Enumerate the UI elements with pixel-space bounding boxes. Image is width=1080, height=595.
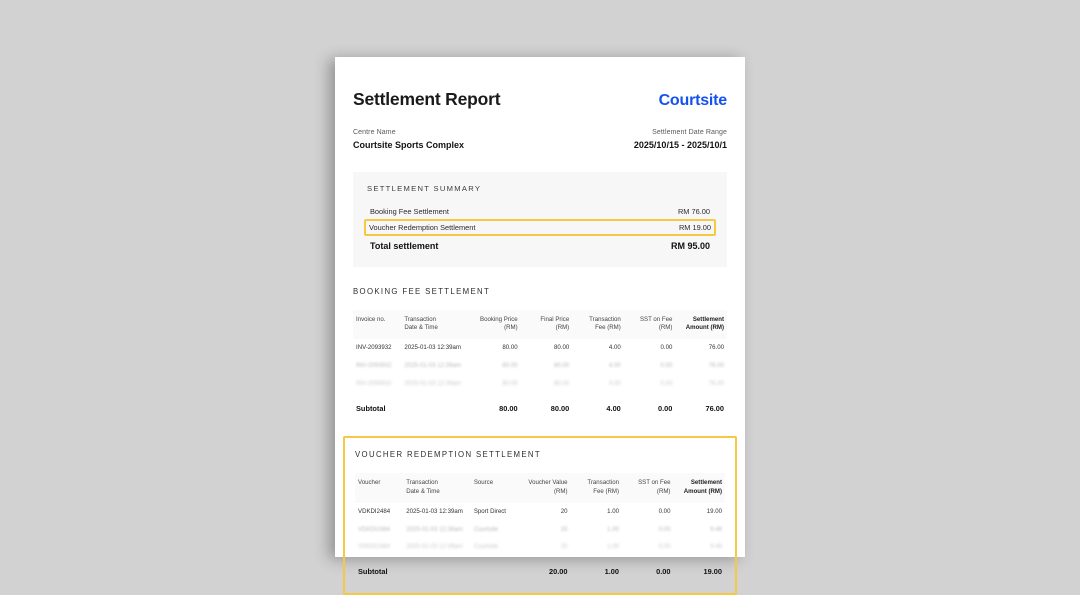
header-line-2: (RM)	[656, 487, 671, 495]
voucher-redemption-settlement-table	[355, 473, 725, 579]
table-header-row	[353, 310, 727, 340]
date-range-block	[634, 129, 727, 150]
table-row	[353, 339, 727, 357]
header-line-2: Date & Time	[404, 324, 438, 332]
column-header-booking-price	[469, 310, 521, 340]
cell-invoice: INV-2093932	[356, 344, 392, 352]
courtsite-logo: Courtsite	[658, 92, 727, 109]
centre-name-block	[353, 129, 464, 150]
cell-invoice: INV-2093932	[356, 362, 392, 370]
subtotal-spacer-2	[471, 556, 519, 579]
header-line-1: Final Price	[540, 315, 570, 323]
cell-source: Courtsite	[473, 525, 499, 533]
cell-source: Sport Direct	[473, 507, 506, 515]
column-header-invoice	[353, 310, 401, 340]
summary-line-label: Booking Fee Settlement	[370, 206, 449, 216]
cell-datetime: 2025-01-03 12:39am	[404, 380, 461, 387]
table-row	[355, 521, 725, 539]
subtotal-booking-price: 80.00	[499, 403, 518, 413]
subtotal-voucher-value: 20.00	[549, 567, 568, 577]
subtotal-spacer	[403, 556, 471, 579]
cell-final-price: 80.00	[553, 362, 570, 370]
cell-booking-price: 80.00	[502, 362, 518, 370]
header-line-1: Voucher Value	[528, 478, 568, 486]
header-line-2: Amount (RM)	[685, 324, 724, 332]
table-footer	[353, 393, 727, 416]
cell-transaction-fee: 1.00	[607, 507, 619, 515]
cell-source: Courtsite	[473, 543, 499, 551]
header-line-2: (RM)	[553, 487, 568, 495]
header-line-1: Transaction	[587, 478, 619, 486]
header-line-2: Date & Time	[406, 487, 440, 495]
column-header-settlement-amount	[675, 310, 727, 340]
booking-fee-settlement-section	[353, 287, 727, 416]
cell-sst-on-fee: 0.00	[660, 362, 673, 370]
header-line-1: Settlement	[692, 315, 724, 323]
booking-fee-settlement-table	[353, 310, 727, 416]
document-header	[353, 57, 727, 110]
cell-datetime: 2025-01-03 12:39am	[406, 525, 463, 533]
document-meta	[353, 129, 727, 150]
cell-sst-on-fee: 0.00	[658, 543, 671, 551]
cell-transaction-fee: 4.00	[608, 362, 621, 370]
total-settlement-value: RM 95.00	[670, 241, 710, 251]
cell-booking-price: 80.00	[502, 380, 518, 387]
subtotal-transaction-fee: 4.00	[606, 403, 621, 413]
header-line-1: Source	[473, 478, 494, 486]
column-header-transaction-datetime	[403, 473, 471, 503]
cell-settlement-amount: 76.00	[708, 362, 724, 370]
cell-transaction-fee: 4.00	[608, 380, 621, 387]
table-footer	[355, 556, 725, 579]
voucher-redemption-settlement-heading: VOUCHER REDEMPTION SETTLEMENT	[355, 449, 542, 459]
cell-sst-on-fee: 0.00	[660, 344, 673, 352]
table-row	[353, 375, 727, 393]
cell-voucher-value: 20	[560, 543, 568, 551]
column-header-voucher	[355, 473, 403, 503]
header-line-1: Transaction	[589, 315, 621, 323]
subtotal-spacer	[401, 393, 469, 416]
summary-line-label: Voucher Redemption Settlement	[369, 223, 476, 232]
subtotal-transaction-fee: 1.00	[604, 567, 619, 577]
table-header-row	[355, 473, 725, 503]
header-line-2: (RM)	[555, 324, 570, 332]
settlement-summary-card	[353, 172, 727, 267]
summary-line-voucher-redemption	[364, 219, 716, 236]
header-line-1: Transaction	[404, 315, 436, 323]
cell-datetime: 2025-01-03 12:39am	[404, 344, 461, 352]
header-line-1: Invoice no.	[356, 315, 386, 323]
cell-voucher-value: 20	[560, 525, 568, 533]
cell-transaction-fee: 4.00	[608, 344, 621, 352]
cell-settlement-amount: 9.46	[710, 525, 722, 533]
table-row	[355, 538, 725, 556]
cell-datetime: 2025-01-03 12:39am	[404, 362, 461, 370]
cell-transaction-fee: 1.00	[607, 543, 619, 551]
subtotal-sst-on-fee: 0.00	[656, 567, 671, 577]
cell-invoice: INV-2093932	[356, 380, 392, 387]
summary-line-value: RM 76.00	[677, 206, 710, 216]
date-range-value: 2025/10/15 - 2025/10/1	[633, 140, 727, 150]
column-header-transaction-fee	[572, 310, 624, 340]
subtotal-row	[353, 393, 727, 416]
cell-settlement-amount: 76.00	[708, 380, 724, 387]
cell-sst-on-fee: 0.00	[660, 380, 673, 387]
cell-final-price: 80.00	[553, 380, 570, 387]
cell-voucher: VDKDI2484	[358, 543, 391, 551]
date-range-label: Settlement Date Range	[652, 129, 727, 136]
cell-voucher: VDKDI2484	[358, 507, 391, 515]
column-header-transaction-fee	[571, 473, 622, 503]
header-line-1: SST on Fee	[639, 315, 673, 323]
cell-final-price: 80.00	[553, 344, 570, 352]
summary-line-total	[367, 237, 713, 254]
header-line-1: Booking Price	[480, 315, 518, 323]
subtotal-settlement-amount: 19.00	[703, 567, 722, 577]
header-line-2: (RM)	[658, 324, 673, 332]
voucher-redemption-settlement-section	[343, 436, 737, 595]
cell-settlement-amount: 9.46	[710, 543, 722, 551]
cell-sst-on-fee: 0.00	[658, 525, 671, 533]
column-header-source	[471, 473, 519, 503]
cell-voucher: VDKDI2484	[358, 525, 391, 533]
column-header-voucher-value	[519, 473, 570, 503]
cell-datetime: 2025-01-03 12:39am	[406, 543, 463, 551]
header-line-1: SST on Fee	[638, 478, 671, 486]
settlement-report-page	[335, 57, 745, 577]
page-title: Settlement Report	[353, 89, 501, 109]
header-line-2: (RM)	[504, 324, 518, 332]
table-row	[355, 503, 725, 521]
column-header-final-price	[521, 310, 573, 340]
cell-settlement-amount: 19.00	[706, 507, 722, 515]
cell-transaction-fee: 1.00	[607, 525, 619, 533]
subtotal-row	[355, 556, 725, 579]
cell-settlement-amount: 76.00	[708, 344, 724, 352]
centre-name-value: Courtsite Sports Complex	[353, 140, 465, 150]
centre-name-label: Centre Name	[353, 129, 396, 136]
total-settlement-label: Total settlement	[370, 241, 439, 251]
cell-voucher-value: 20	[560, 507, 568, 515]
header-line-2: Fee (RM)	[593, 487, 619, 495]
column-header-transaction-datetime	[401, 310, 469, 340]
header-line-1: Settlement	[690, 478, 722, 486]
subtotal-label: Subtotal	[358, 567, 388, 577]
column-header-sst-on-fee	[622, 473, 673, 503]
summary-line-value: RM 19.00	[678, 223, 711, 232]
cell-booking-price: 80.00	[502, 344, 518, 352]
settlement-summary-heading: SETTLEMENT SUMMARY	[367, 184, 482, 193]
header-line-2: Amount (RM)	[683, 487, 722, 495]
subtotal-sst-on-fee: 0.00	[657, 403, 673, 413]
cell-sst-on-fee: 0.00	[658, 507, 671, 515]
table-row	[353, 357, 727, 375]
subtotal-label: Subtotal	[356, 403, 386, 413]
subtotal-settlement-amount: 76.00	[705, 403, 724, 413]
booking-fee-settlement-heading: BOOKING FEE SETTLEMENT	[353, 286, 491, 296]
column-header-sst-on-fee	[624, 310, 676, 340]
header-line-1: Voucher	[358, 478, 381, 486]
cell-datetime: 2025-01-03 12:39am	[406, 507, 463, 515]
summary-line-booking-fee	[367, 204, 713, 218]
header-line-1: Transaction	[406, 478, 438, 486]
table-body	[353, 339, 727, 393]
table-header	[355, 473, 725, 503]
table-header	[353, 310, 727, 340]
table-body	[355, 503, 725, 557]
subtotal-final-price: 80.00	[550, 403, 570, 413]
column-header-settlement-amount	[673, 473, 725, 503]
header-line-2: Fee (RM)	[595, 324, 621, 332]
